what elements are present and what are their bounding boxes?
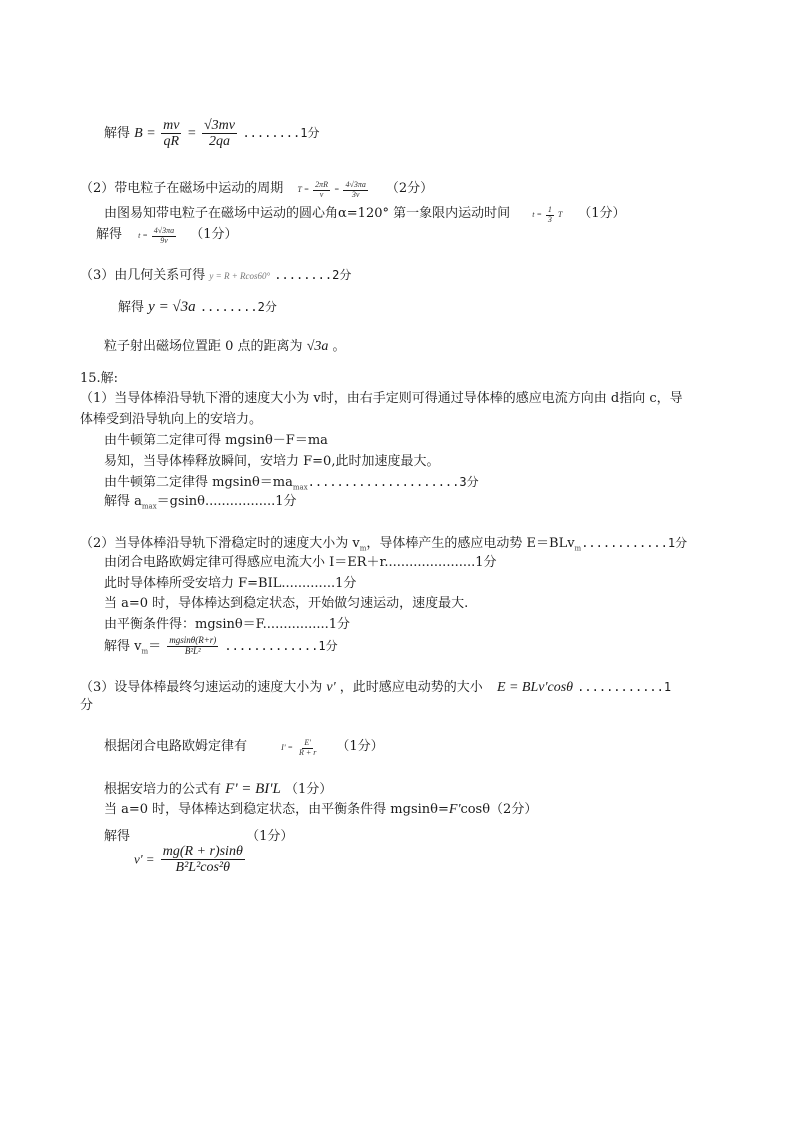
- fraction-denominator: 3v: [351, 189, 360, 199]
- fraction-final-velocity: [161, 844, 245, 876]
- part2-text: （2）当导体棒沿导轨下滑稳定时的速度大小为 v: [80, 536, 360, 551]
- fraction-numerator: mg(R + r)sinθ: [162, 844, 243, 859]
- part2-line3: [96, 226, 237, 245]
- formula-b-lhs: B =: [134, 126, 156, 142]
- fraction-denominator: qR: [163, 134, 180, 150]
- geometry-formula: y = R + Rcos60°: [209, 271, 271, 281]
- formula-lhs: t =: [138, 231, 148, 240]
- part2-line2: [104, 205, 625, 224]
- q15-s1-line1: （1）当导体棒沿导轨下滑的速度大小为 v时，由右手定则可得通过导体棒的感应电流方向由 d指向 c，导: [80, 391, 683, 406]
- score-mark: （2分）: [385, 181, 434, 196]
- fraction-denominator: v: [319, 189, 324, 199]
- fraction-2pir-v: [313, 181, 330, 200]
- solve-label: 解得: [96, 227, 123, 242]
- fraction-numerator: E': [304, 737, 311, 747]
- equals-sign: =: [186, 126, 197, 142]
- q15-s1-line6: [104, 493, 297, 516]
- period-mark: 。: [332, 339, 346, 354]
- distance-formula: √3a: [306, 339, 329, 354]
- q15-s3-line2: 分: [80, 698, 94, 713]
- q15-s3-line3: [104, 738, 384, 757]
- solve-label: 解得: [118, 300, 145, 315]
- fraction-sqrt3mv-2qa: [202, 118, 237, 150]
- score-mark: （1分）: [246, 829, 294, 844]
- fraction-denominator: B²L²cos²θ: [175, 860, 230, 876]
- q15-s1-line4: 易知，当导体棒释放瞬间，安培力 F=0,此时加速度最大。: [104, 454, 440, 469]
- fraction-denominator: 9v: [160, 235, 168, 245]
- emf-formula: E = BLv'cosθ: [496, 680, 574, 695]
- equilibrium-score: cosθ（2分）: [460, 802, 538, 817]
- score-mark: ............1: [577, 680, 672, 694]
- fraction-denominator: 3: [547, 214, 552, 224]
- force-symbol: F': [448, 802, 461, 817]
- subscript: m: [141, 647, 149, 656]
- q15-header: 15.解:: [80, 371, 119, 386]
- solve-text: 解得 v: [104, 638, 142, 654]
- subscript: max: [141, 502, 157, 511]
- part3-text: （3）由几何关系可得: [80, 268, 206, 283]
- fraction-mv-qr: [161, 118, 181, 150]
- score-mark: .............1分: [224, 638, 338, 653]
- fraction-numerator: 1: [547, 204, 552, 214]
- subscript: m: [359, 544, 367, 553]
- q15-s3-line4: [104, 780, 332, 799]
- ampere-force-text: 根据安培力的公式有: [104, 782, 222, 797]
- solve-label: 解得: [104, 126, 131, 142]
- formula-lhs: v' =: [134, 851, 155, 867]
- equilibrium-text: 当 a=0 时，导体棒达到稳定状态，由平衡条件得 mgsinθ=: [104, 802, 449, 817]
- score-mark: ........1分: [242, 126, 320, 141]
- score-mark: ........2分: [274, 268, 352, 282]
- subscript: m: [574, 544, 582, 553]
- score-mark: （1分）: [578, 206, 626, 221]
- velocity-symbol: v': [326, 680, 336, 695]
- newton-law-text: 由牛顿第二定律得 mgsinθ＝ma: [104, 475, 293, 490]
- fraction-numerator: √3mv: [203, 118, 235, 133]
- solve-label: 解得: [104, 829, 131, 844]
- q15-s1-line2: 体棒受到沿导轨向上的安培力。: [80, 412, 263, 427]
- fraction-1-3: [546, 206, 554, 225]
- score-mark: .....................3分: [307, 475, 479, 489]
- time-formula: [532, 204, 564, 224]
- formula-lhs: t =: [532, 210, 542, 219]
- score-mark: ............1分: [581, 536, 688, 550]
- part3-text: （3）设导体棒最终匀速运动的速度大小为: [80, 680, 323, 695]
- fraction-denominator: 2qa: [208, 134, 230, 150]
- subscript: max: [292, 483, 308, 492]
- score-mark: （1分）: [336, 739, 384, 754]
- fraction-numerator: 4√3πa: [153, 225, 175, 235]
- y-result-formula: y = √3a: [148, 299, 196, 315]
- part2-line1: [80, 180, 433, 199]
- formula-rhs: T: [557, 210, 563, 219]
- fraction-e-r: [297, 739, 318, 758]
- fraction-numerator: mv: [163, 118, 180, 133]
- solve-text: 解得 a: [104, 494, 142, 509]
- current-formula: [281, 737, 322, 757]
- fraction-numerator: 4√3πa: [345, 179, 366, 189]
- equals-sign: ＝: [148, 638, 162, 654]
- ohm-law-text: 根据闭合电路欧姆定律有: [104, 739, 248, 754]
- emf-text: ，此时感应电动势的大小: [339, 680, 483, 695]
- q15-s2-line5: 由平衡条件得：mgsinθ＝F................1分: [104, 617, 351, 632]
- fraction-numerator: 2πR: [315, 179, 329, 189]
- score-mark: （1分）: [190, 227, 238, 242]
- q15-s2-line4: 当 a=0 时，导体棒达到稳定状态，开始做匀速运动，速度最大.: [104, 596, 469, 611]
- part3-line2: [118, 298, 277, 317]
- formula-lhs: I' =: [281, 743, 293, 752]
- q15-s2-line6: [104, 636, 338, 660]
- score-mark: ........2分: [199, 300, 277, 314]
- q15-s2-line3: 此时导体棒所受安培力 F=BIL.............1分: [104, 576, 357, 591]
- q15-s3-line1: [80, 678, 671, 697]
- solve-line-b: [104, 118, 319, 150]
- formula-b: [134, 118, 242, 150]
- q15-s3-line7: [134, 844, 247, 876]
- emf-text: ，导体棒产生的感应电动势 E＝BLv: [366, 536, 575, 551]
- result-and-score: ＝gsinθ.................1分: [156, 494, 297, 509]
- fraction-denominator: B²L²: [184, 645, 201, 656]
- q15-s1-line3: 由牛顿第二定律可得 mgsinθ－F＝ma: [104, 433, 328, 448]
- force-formula: F' = BI'L: [225, 781, 281, 797]
- fraction-numerator: mgsinθ(R+r): [169, 635, 217, 645]
- part2-text: （2）带电粒子在磁场中运动的周期: [80, 181, 284, 196]
- q15-s2-line2: 由闭合电路欧姆定律可得感应电流大小 I＝ER＋r......................1分: [104, 555, 497, 570]
- part3-line1: [80, 266, 351, 285]
- fraction-vm: [167, 636, 218, 657]
- part3-line3: [104, 338, 346, 356]
- fraction-denominator: R + r: [298, 747, 317, 757]
- formula-lhs: T =: [297, 185, 310, 194]
- fraction-4sqrt3pia-9v: [152, 227, 176, 246]
- fraction-4sqrt3pia-3v: [343, 181, 367, 200]
- score-mark: （1分）: [285, 782, 333, 797]
- equals-sign: =: [334, 185, 340, 194]
- part2-text: 由图易知带电粒子在磁场中运动的圆心角α=120° 第一象限内运动时间: [104, 206, 511, 221]
- part3-text: 粒子射出磁场位置距 0 点的距离为: [104, 339, 303, 354]
- q15-s3-line5: [104, 801, 537, 819]
